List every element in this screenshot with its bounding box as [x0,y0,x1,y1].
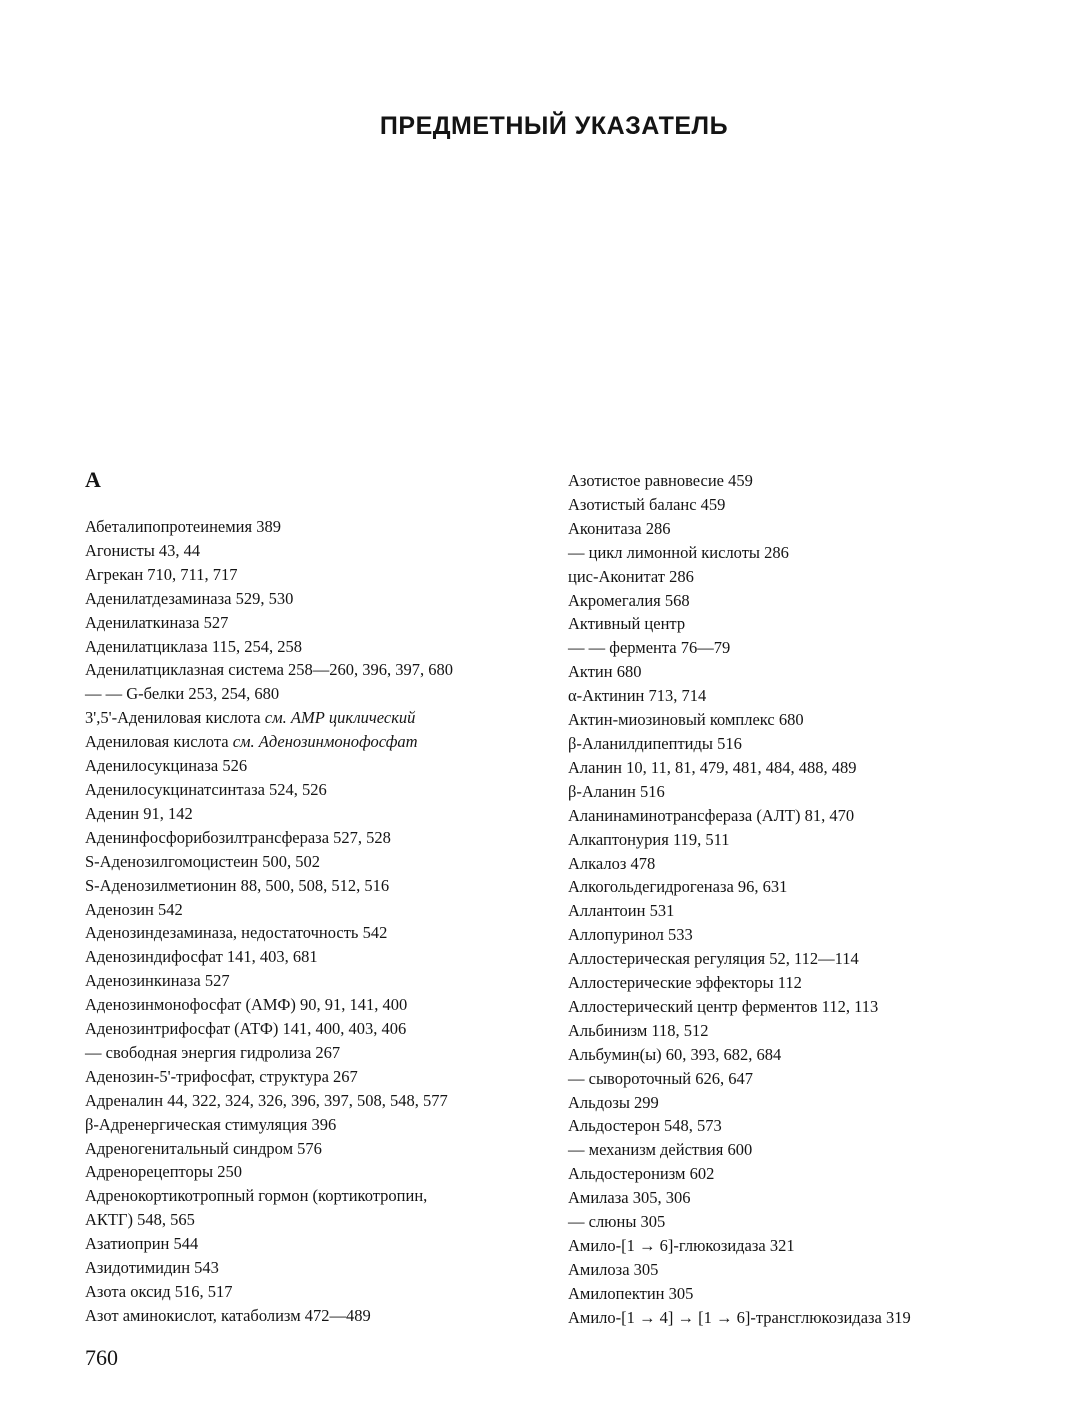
index-entry-text: — цикл лимонной кислоты 286 [568,542,789,562]
index-entry [85,515,555,539]
index-entry [568,923,1038,947]
index-entry-text: Аллостерический центр ферментов 112, 113 [568,996,879,1016]
index-entry-text: — механизм действия 600 [568,1140,753,1160]
index-entry [568,756,1038,780]
index-entry-text: — — G-белки 253, 254, 680 [85,684,280,704]
index-entry [85,1065,555,1089]
index-entry [85,1304,555,1328]
index-entry-text: АКТГ) 548, 565 [85,1210,195,1230]
index-entry-text: Аконитаза 286 [568,518,671,538]
index-entry [85,1017,555,1041]
index-entry-text: Адреногенитальный синдром 576 [85,1138,322,1158]
index-entry-text: Аденозин-5'-трифосфат, структура 267 [85,1066,358,1086]
index-entry-text: Альдостерон 548, 573 [568,1116,722,1136]
index-entry-text: Аденилатциклазная система 258—260, 396, 397, 680 [85,660,454,680]
index-entry [85,969,555,993]
index-entry [85,1256,555,1280]
page-number: 760 [85,1345,118,1370]
index-entry [568,899,1038,923]
index-entry [568,541,1038,565]
index-entry [568,1186,1038,1210]
index-entry-text: Азидотимидин 543 [85,1258,219,1278]
index-entry [85,945,555,969]
index-entry-text: Адреналин 44, 322, 324, 326, 396, 397, 508, 548, 577 [85,1090,448,1110]
index-entry [85,898,555,922]
index-entry [85,1113,555,1137]
index-entry [568,1162,1038,1186]
index-entry [85,682,555,706]
index-entry [568,1282,1038,1306]
index-entry-text: Алкалоз 478 [568,853,656,873]
index-entry [85,539,555,563]
index-entry [568,852,1038,876]
index-entry [568,493,1038,517]
index-entry [568,1258,1038,1282]
index-entry [568,1138,1038,1162]
index-entry [568,1043,1038,1067]
index-entry-text: Абеталипопротеинемия 389 [85,517,281,536]
index-entry [85,587,555,611]
index-entry-text: Аденозиндезаминаза, недостаточность 542 [85,923,388,943]
index-entry [568,732,1038,756]
index-entry [85,658,555,682]
index-entry-text: Агрекан 710, 711, 717 [85,564,238,584]
index-entry [568,589,1038,613]
index-entry [568,947,1038,971]
index-entry-text: Альбинизм 118, 512 [568,1020,709,1040]
index-entry-text: — сывороточный 626, 647 [568,1068,753,1088]
index-entry [568,684,1038,708]
index-entry-text: Азатиоприн 544 [85,1234,199,1254]
index-entry-text: Алкогольдегидрогеназа 96, 631 [568,877,788,897]
index-entry-text: — слюны 305 [568,1212,666,1232]
index-entry [85,778,555,802]
index-entry-text: Актин-миозиновый комплекс 680 [568,710,804,730]
index-entry [85,826,555,850]
index-entry-text: Аденин 91, 142 [85,803,193,823]
index-entry [568,1210,1038,1234]
index-entry-list-left [85,515,555,1328]
index-entry [85,1232,555,1256]
index-entry-text: Аденилатциклаза 115, 254, 258 [85,636,302,656]
index-entry-text: Аденозиндифосфат 141, 403, 681 [85,947,318,967]
index-entry [568,995,1038,1019]
index-entry-text: Аллостерическая регуляция 52, 112—114 [568,949,859,969]
index-entry-crossref: см. АМР циклический [264,708,416,728]
page-title: ПРЕДМЕТНЫЙ УКАЗАТЕЛЬ [379,112,729,140]
index-entry [568,780,1038,804]
index-entry-text: β-Адренергическая стимуляция 396 [85,1114,337,1134]
index-entry [85,1160,555,1184]
index-entry [85,563,555,587]
index-entry [568,469,1038,493]
index-entry-text: Азотистый баланс 459 [568,494,726,514]
index-entry [568,565,1038,589]
index-entry [568,828,1038,852]
index-column-right [568,469,1038,1330]
index-entry-text: Амилаза 305, 306 [568,1188,691,1208]
index-entry-text: Аденозин 542 [85,899,183,919]
index-entry [85,611,555,635]
index-entry [568,1306,1038,1330]
index-entry-text: Аллопуринол 533 [568,925,693,945]
index-entry [568,804,1038,828]
index-entry-text: Активный центр [568,614,686,634]
index-entry-text: Аденозинкиназа 527 [85,971,230,991]
index-entry-text: 3',5'-Адениловая кислота [85,708,265,728]
index-entry-text: S-Аденозилгомоцистеин 500, 502 [85,851,321,871]
index-entry-text: Амило-[1 → 4] → [1 → 6]-трансглюкозидаза 319 [568,1307,911,1327]
index-entry [568,1067,1038,1091]
index-entry-text: Аденилосукцинатсинтаза 524, 526 [85,779,327,799]
index-entry-text: Аллостерические эффекторы 112 [568,973,802,993]
index-entry-text: Акромегалия 568 [568,590,690,610]
index-entry [568,1019,1038,1043]
index-entry-text: Адренокортикотропный гормон (кортикотропин, [85,1186,428,1206]
index-entry [568,875,1038,899]
index-entry-text: Аденилатдезаминаза 529, 530 [85,588,294,608]
index-entry-text: Азота оксид 516, 517 [85,1282,233,1301]
index-entry-text: β-Аланилдипептиды 516 [568,733,742,753]
index-entry-text: Амилопектин 305 [568,1283,694,1303]
index-entry-text: Амило-[1 → 6]-глюкозидаза 321 [568,1236,795,1255]
index-entry [568,1114,1038,1138]
index-entry-text: Адренорецепторы 250 [85,1162,242,1182]
index-entry-text: Аденинфосфорибозилтрансфераза 527, 528 [85,827,391,847]
index-entry [85,850,555,874]
index-entry [85,1280,555,1304]
index-entry-text: Аланин 10, 11, 81, 479, 481, 484, 488, 489 [568,757,857,777]
index-entry [85,754,555,778]
index-entry-text: Азотистое равновесие 459 [568,471,753,490]
index-entry-text: Амилоза 305 [568,1259,659,1279]
index-entry [85,993,555,1017]
index-entry [568,1234,1038,1258]
index-entry [85,874,555,898]
index-entry-text: Аденозинмонофосфат (АМФ) 90, 91, 141, 400 [85,995,408,1015]
index-entry-text: Аденозинтрифосфат (АТФ) 141, 400, 403, 406 [85,1019,407,1039]
index-entry-text: — свободная энергия гидролиза 267 [85,1042,341,1062]
index-entry [85,730,555,754]
index-entry-text: Аденилосукциназа 526 [85,756,248,776]
index-column-left [85,469,555,1328]
index-entry-text: — — фермента 76—79 [568,638,731,658]
index-entry [568,708,1038,732]
index-entry-list-right [568,469,1038,1330]
index-entry-text: α-Актинин 713, 714 [568,686,707,706]
index-entry [568,636,1038,660]
index-entry-text: Алкаптонурия 119, 511 [568,829,730,849]
index-entry [85,635,555,659]
index-entry-text: Актин 680 [568,662,642,682]
index-entry [85,802,555,826]
index-entry [568,612,1038,636]
index-entry [85,921,555,945]
index-entry-text: Аллантоин 531 [568,901,675,921]
index-entry-crossref: см. Аденозинмонофосфат [232,732,418,752]
index-entry [85,1041,555,1065]
index-entry [85,1089,555,1113]
index-entry-text: Альбумин(ы) 60, 393, 682, 684 [568,1044,782,1064]
index-entry-text: S-Аденозилметионин 88, 500, 508, 512, 516 [85,875,390,895]
index-entry-text: Агонисты 43, 44 [85,540,201,560]
index-entry-text: цис-Аконитат 286 [568,566,694,586]
index-entry [568,660,1038,684]
index-entry [85,1208,555,1232]
index-entry [568,971,1038,995]
index-entry [568,1091,1038,1115]
index-entry-text: β-Аланин 516 [568,781,665,801]
index-entry [85,706,555,730]
index-entry-text: Аланинаминотрансфераза (АЛТ) 81, 470 [568,805,855,825]
index-entry [85,1137,555,1161]
index-entry [568,517,1038,541]
index-entry-text: Альдостеронизм 602 [568,1164,715,1184]
index-entry-text: Азот аминокислот, катаболизм 472—489 [85,1305,371,1325]
index-entry-text: Альдозы 299 [568,1092,659,1112]
index-entry [85,1184,555,1208]
index-entry-text: Аденилаткиназа 527 [85,612,229,632]
index-entry-text: Адениловая кислота [85,732,233,752]
section-letter: А [85,467,101,492]
